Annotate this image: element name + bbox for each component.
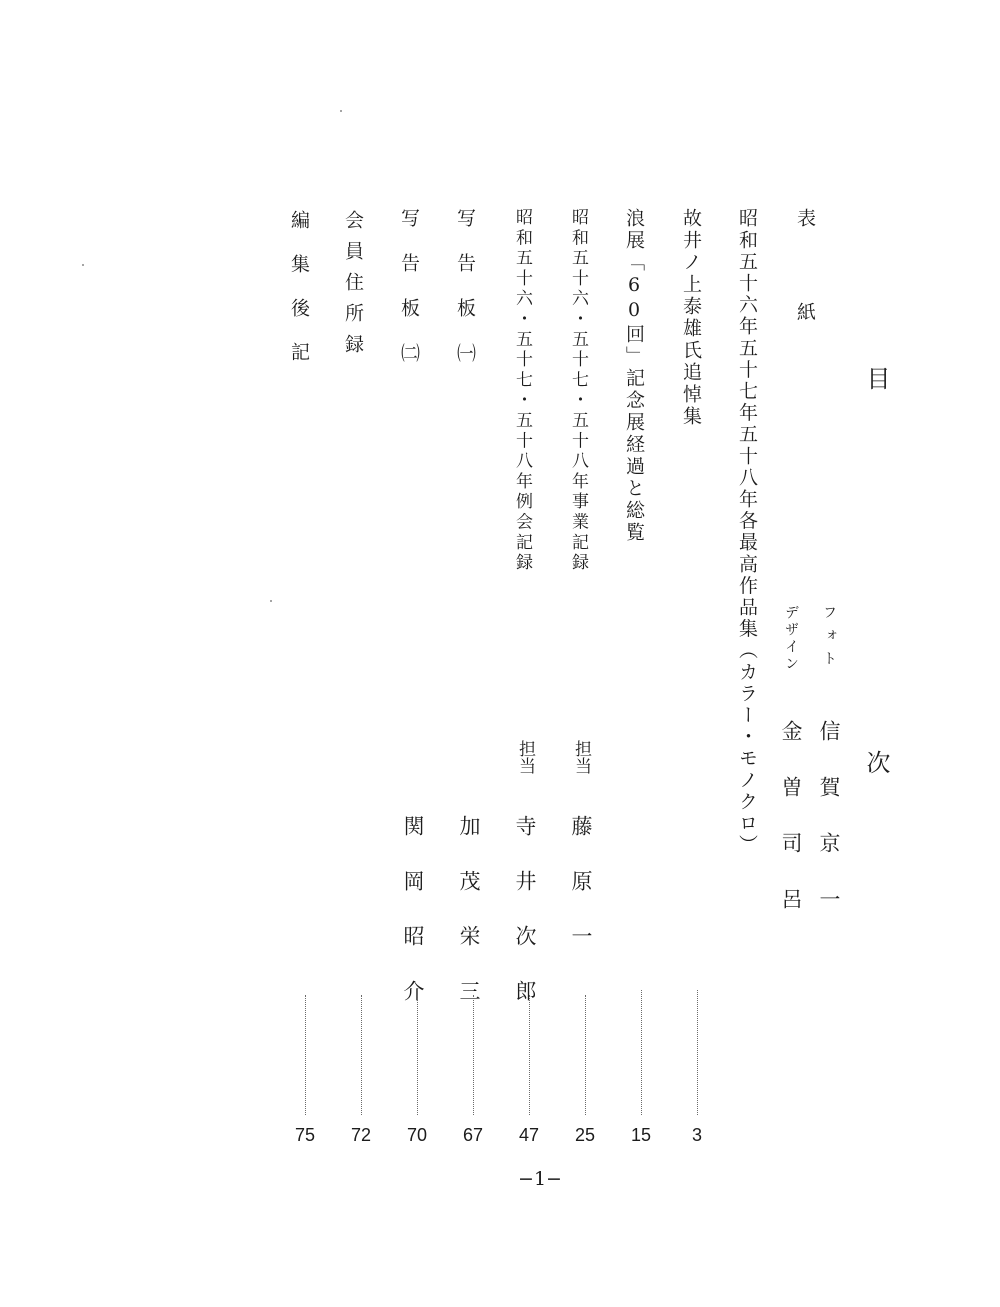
entry-cover-role-photo: フォト	[821, 605, 837, 674]
leader-dots	[641, 990, 642, 1115]
page-number: 70	[406, 1125, 428, 1145]
entry-title: 故井ノ上泰雄氏追悼集	[680, 208, 702, 428]
entry-name: 加茂栄三	[457, 815, 481, 1035]
entry-role: 担当	[571, 740, 591, 774]
leader-dots	[305, 995, 306, 1115]
entry-title: 昭和五十六・五十七・五十八年事業記録	[568, 208, 588, 574]
footer-page-number: −1−	[518, 1168, 562, 1190]
leader-dots	[473, 995, 474, 1115]
leader-dots	[361, 995, 362, 1115]
leader-dots	[585, 995, 586, 1115]
leader-dots	[529, 995, 530, 1115]
entry-title: 昭和五十六・五十七・五十八年例会記録	[512, 208, 532, 574]
entry-name: 藤原一	[569, 815, 593, 980]
page-number: 47	[518, 1125, 540, 1145]
entry-cover-name-1: 信賀京一	[817, 720, 841, 944]
entry-cover-title: 表 紙	[794, 208, 816, 349]
entry-name: 寺井次郎	[513, 815, 537, 1035]
page-number: 15	[630, 1125, 652, 1145]
scan-speck	[82, 264, 84, 266]
page-number: 25	[574, 1125, 596, 1145]
page-number-cover: 3	[691, 1125, 702, 1145]
entry-cover-role-design: デザイン	[783, 605, 799, 673]
entry-role: 担当	[515, 740, 535, 774]
entry-title: 会員住所録	[342, 210, 364, 365]
scan-speck	[340, 110, 342, 112]
leader-dots	[697, 990, 698, 1115]
page-number: 75	[294, 1125, 316, 1145]
page-title: 目 次	[862, 366, 890, 942]
entry-name: 関岡昭介	[401, 815, 425, 1035]
entry-title: 写告板㈡	[398, 208, 420, 388]
entry-cover-name-2: 金曽司呂	[779, 720, 803, 944]
page-number: 72	[350, 1125, 372, 1145]
entry-title: 浪展「60回」記念展経過と総覧	[623, 208, 645, 544]
entry-title: 編集後記	[288, 210, 310, 386]
entry-title: 昭和五十六年五十七年五十八年各最高作品集（カラー・モノクロ）	[736, 208, 758, 856]
leader-dots	[417, 995, 418, 1115]
page-number: 67	[462, 1125, 484, 1145]
scan-speck	[270, 600, 272, 602]
entry-title: 写告板㈠	[454, 208, 476, 388]
